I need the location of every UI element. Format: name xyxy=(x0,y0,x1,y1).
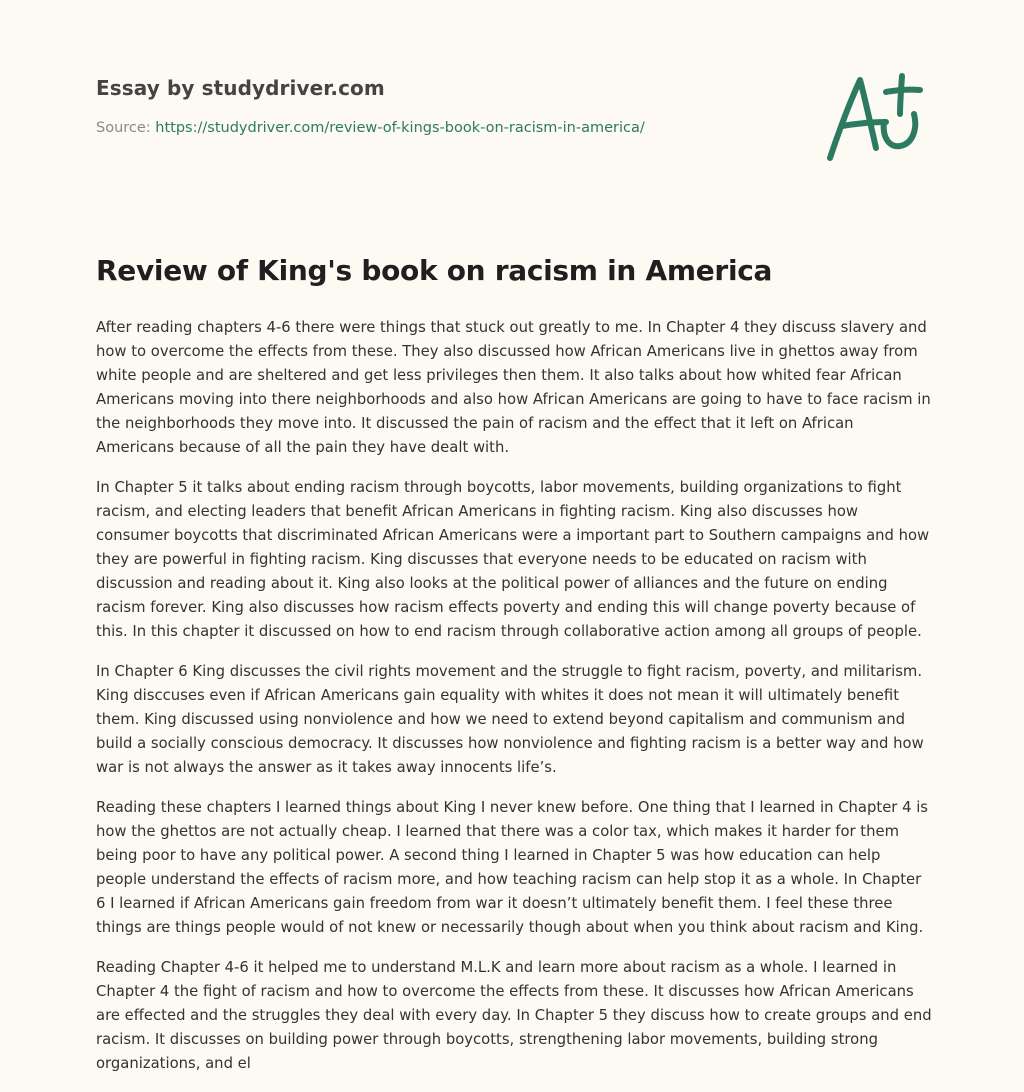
essay-paragraph: Reading Chapter 4-6 it helped me to understand M.L.K and learn more about racism as a whole. I learned in Chapter 4 the fight of racism and how to overcome the effects from these. It discusses how African Americans are effected and the struggles they deal with every day. In Chapter 5 they discuss how to create groups and end racism. It discusses on building power through boycotts, strengthening labor movements, building strong organizations, and el xyxy=(96,959,932,1072)
a-plus-grade-icon xyxy=(820,64,930,168)
essay-body xyxy=(96,316,932,1092)
source-line xyxy=(96,120,716,136)
essay-paragraph: In Chapter 6 King discusses the civil rights movement and the struggle to fight racism, poverty, and militarism. King disccuses even if African Americans gain equality with whites it does not mean it will ultimately benefit them. King discussed using nonviolence and how we need to extend beyond capitalism and communism and build a socially conscious democracy. It discusses how nonviolence and fighting racism is a better way and how war is not always the answer as it takes away innocents life’s. xyxy=(96,663,924,776)
essay-paragraph: Reading these chapters I learned things about King I never knew before. One thing that I learned in Chapter 4 is how the ghettos are not actually cheap. I learned that there was a color tax, which makes it harder for them being poor to have any political power. A second thing I learned in Chapter 5 was how education can help people understand the effects of racism more, and how teaching racism can help stop it as a whole. In Chapter 6 I learned if African Americans gain freedom from war it doesn’t ultimately benefit them. I feel these three things are things people would of not knew or necessarily though about when you think about racism and King. xyxy=(96,799,929,936)
essay-paragraph: In Chapter 5 it talks about ending racism through boycotts, labor movements, building organizations to fight racism, and electing leaders that benefit African Americans in fighting racism. King also discusses how consumer boycotts that discriminated African Americans were a important part to Southern campaigns and how they are powerful in fighting racism. King discusses that everyone needs to be educated on racism with discussion and reading about it. King also looks at the political power of alliances and the future on ending racism forever. King also discusses how racism effects poverty and ending this will change poverty because of this. In this chapter it discussed on how to end racism through collaborative action among all groups of people. xyxy=(96,479,930,640)
source-label: Source: xyxy=(96,120,156,136)
site-brand: Essay by studydriver.com xyxy=(96,76,385,100)
essay-header xyxy=(96,76,716,136)
essay-paragraph: After reading chapters 4-6 there were things that stuck out greatly to me. In Chapter 4 they discuss slavery and how to overcome the effects from these. They also discussed how African Americans live in ghettos away from white people and are sheltered and get less privileges then them. It also talks about how whited fear African Americans moving into there neighborhoods and also how African Americans are going to have to face racism in the neighborhoods they move into. It discussed the pain of racism and the effect that it left on African Americans because of all the pain they have dealt with. xyxy=(96,319,931,456)
essay-title: Review of King's book on racism in America xyxy=(96,254,773,287)
source-link[interactable]: https://studydriver.com/review-of-kings-book-on-racism-in-america/ xyxy=(155,120,645,136)
